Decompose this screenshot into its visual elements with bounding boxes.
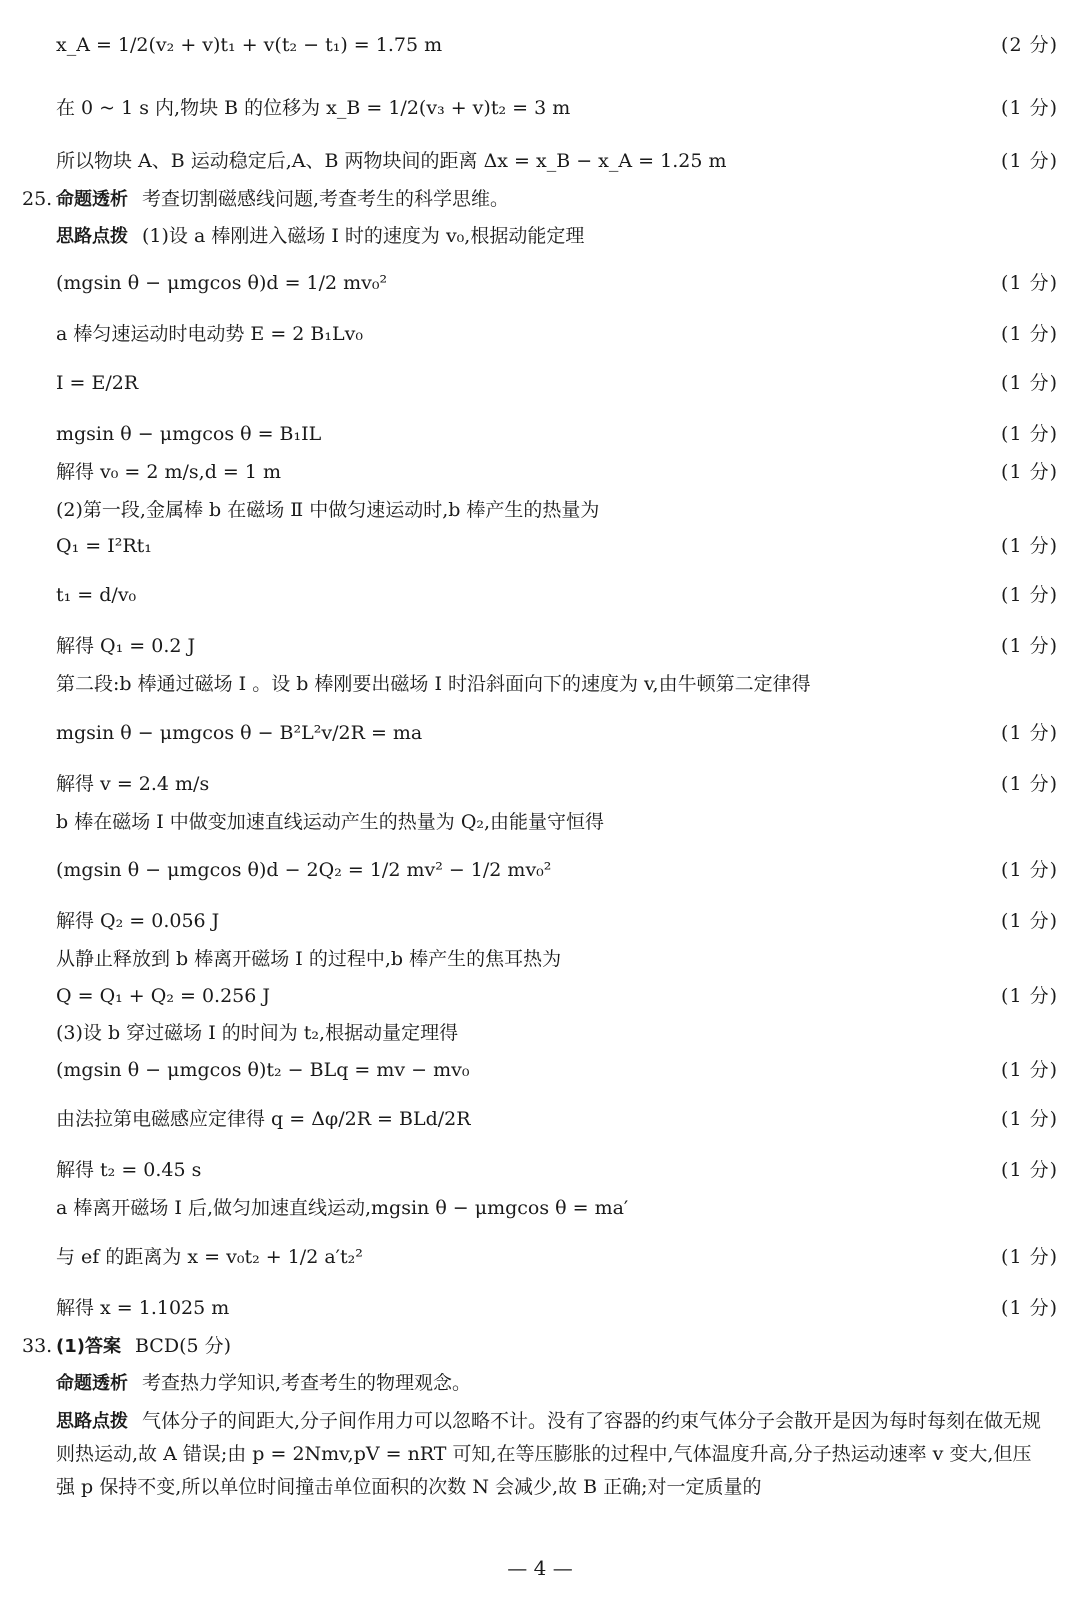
line-content: 与 ef 的距离为 x = v₀t₂ + 1/2 a′t₂² xyxy=(56,1246,363,1268)
line-text xyxy=(56,582,136,608)
line-content: (mgsin θ − μmgcos θ)d − 2Q₂ = 1/2 mv² − 1/2 mv₀² xyxy=(56,859,552,881)
line-text xyxy=(56,1370,471,1397)
line-text xyxy=(56,370,138,396)
line-content: 解得 t₂ = 0.45 s xyxy=(56,1159,202,1181)
line-text xyxy=(56,459,281,485)
score-mark: (1 分) xyxy=(1001,272,1058,294)
line-text xyxy=(56,95,570,121)
score-mark: (1 分) xyxy=(1001,635,1058,657)
line-text xyxy=(56,1295,229,1321)
score-mark: (1 分) xyxy=(1001,859,1058,881)
line-text xyxy=(56,809,604,835)
line-text xyxy=(56,533,152,559)
score-mark: (1 分) xyxy=(1001,584,1058,606)
line-content: mgsin θ − μmgcos θ = B₁IL xyxy=(56,423,322,445)
line-text xyxy=(56,1244,363,1270)
score-mark: (1 分) xyxy=(1001,722,1058,744)
line-content: I = E/2R xyxy=(56,372,139,394)
line-text xyxy=(56,983,270,1009)
score-mark: (1 分) xyxy=(1001,773,1058,795)
line-content: 所以物块 A、B 运动稳定后,A、B 两物块间的距离 Δx = x_B − x_A = 1.25 m xyxy=(56,150,727,172)
line-text xyxy=(56,671,811,697)
score-mark: (1 分) xyxy=(1001,150,1058,172)
section-label: 命题透析 xyxy=(56,1373,128,1394)
line-content: 解得 Q₁ = 0.2 J xyxy=(56,635,196,657)
line-content: a 棒匀速运动时电动势 E = 2 B₁Lv₀ xyxy=(56,323,363,345)
question-number: 33. xyxy=(22,1335,53,1357)
line-content: 考查切割磁感线问题,考查考生的科学思维。 xyxy=(142,188,510,210)
line-text xyxy=(56,857,551,883)
line-text xyxy=(56,1333,231,1360)
line-text xyxy=(56,1157,201,1183)
line-content: BCD(5 分) xyxy=(134,1335,232,1357)
score-mark: (1 分) xyxy=(1001,461,1058,483)
score-mark: (1 分) xyxy=(1001,423,1058,445)
line-content: Q = Q₁ + Q₂ = 0.256 J xyxy=(56,985,271,1007)
line-content: Q₁ = I²Rt₁ xyxy=(56,535,152,557)
line-text xyxy=(56,497,599,523)
line-content: 在 0 ~ 1 s 内,物块 B 的位移为 x_B = 1/2(v₃ + v)t₂ = 3 m xyxy=(56,97,571,119)
line-content: (2)第一段,金属棒 b 在磁场 Ⅱ 中做匀速运动时,b 棒产生的热量为 xyxy=(56,499,600,521)
line-text xyxy=(56,421,321,447)
line-content: (3)设 b 穿过磁场 Ⅰ 的时间为 t₂,根据动量定理得 xyxy=(56,1022,459,1044)
line-text xyxy=(56,223,584,250)
score-mark: (1 分) xyxy=(1001,97,1058,119)
section-label: 命题透析 xyxy=(56,189,128,210)
score-mark: (1 分) xyxy=(1001,910,1058,932)
score-mark: (1 分) xyxy=(1001,372,1058,394)
line-text xyxy=(56,633,195,659)
line-content: 解得 Q₂ = 0.056 J xyxy=(56,910,220,932)
line-text xyxy=(56,321,363,347)
line-content: 解得 v₀ = 2 m/s,d = 1 m xyxy=(56,461,282,483)
line-text xyxy=(56,186,509,213)
score-mark: (1 分) xyxy=(1001,1059,1058,1081)
score-mark: (2 分) xyxy=(1001,34,1058,56)
line-content: 从静止释放到 b 棒离开磁场 Ⅰ 的过程中,b 棒产生的焦耳热为 xyxy=(56,948,562,970)
line-text xyxy=(56,1020,458,1046)
line-text xyxy=(56,1195,628,1221)
score-mark: (1 分) xyxy=(1001,1159,1058,1181)
line-text xyxy=(56,771,209,797)
line-text xyxy=(56,908,219,934)
line-content: mgsin θ − μmgcos θ − B²L²v/2R = ma xyxy=(56,722,423,744)
line-text xyxy=(56,946,561,972)
line-content: (mgsin θ − μmgcos θ)t₂ − BLq = mv − mv₀ xyxy=(56,1059,470,1081)
line-text xyxy=(56,270,387,296)
paragraph-text: 气体分子的间距大,分子间作用力可以忽略不计。没有了容器的约束气体分子会散开是因为每时每刻在做无规则热运动,故 A 错误;由 p = 2Nmv,pV = nRT 可知,在等压膨胀的过程中,气体温度升高,分子热运动速率 v 变大,但压强 p 保持不变,所以单位时间撞击单位面积的次数 N 会减少,故 B 正确;对一定质量的 xyxy=(56,1410,1042,1498)
line-text xyxy=(56,1106,471,1132)
score-mark: (1 分) xyxy=(1001,1246,1058,1268)
line-text xyxy=(56,1057,470,1083)
question-number: 25. xyxy=(22,188,53,210)
section-label: 思路点拨 xyxy=(56,1411,128,1432)
line-content: t₁ = d/v₀ xyxy=(56,584,137,606)
line-text xyxy=(56,32,442,58)
line-text xyxy=(56,148,726,174)
page-number: — 4 — xyxy=(507,1556,573,1580)
line-content: 解得 x = 1.1025 m xyxy=(56,1297,230,1319)
line-content: x_A = 1/2(v₂ + v)t₁ + v(t₂ − t₁) = 1.75 m xyxy=(56,34,443,56)
line-content: 考查热力学知识,考查考生的物理观念。 xyxy=(142,1372,472,1394)
score-mark: (1 分) xyxy=(1001,1297,1058,1319)
section-label: (1)答案 xyxy=(56,1336,121,1357)
line-content: (mgsin θ − μmgcos θ)d = 1/2 mv₀² xyxy=(56,272,388,294)
score-mark: (1 分) xyxy=(1001,535,1058,557)
line-content: 第二段:b 棒通过磁场 Ⅰ 。设 b 棒刚要出磁场 Ⅰ 时沿斜面向下的速度为 v,由牛顿第二定律得 xyxy=(56,673,811,695)
line-content: 由法拉第电磁感应定律得 q = Δφ/2R = BLd/2R xyxy=(56,1108,471,1130)
score-mark: (1 分) xyxy=(1001,985,1058,1007)
line-text xyxy=(56,720,422,746)
line-content: (1)设 a 棒刚进入磁场 Ⅰ 时的速度为 v₀,根据动能定理 xyxy=(142,225,585,247)
line-content: a 棒离开磁场 Ⅰ 后,做匀加速直线运动,mgsin θ − μmgcos θ = ma′ xyxy=(56,1197,629,1219)
section-label: 思路点拨 xyxy=(56,226,128,247)
line-content: b 棒在磁场 Ⅰ 中做变加速直线运动产生的热量为 Q₂,由能量守恒得 xyxy=(56,811,605,833)
line-content: 解得 v = 2.4 m/s xyxy=(56,773,210,795)
score-mark: (1 分) xyxy=(1001,323,1058,345)
score-mark: (1 分) xyxy=(1001,1108,1058,1130)
